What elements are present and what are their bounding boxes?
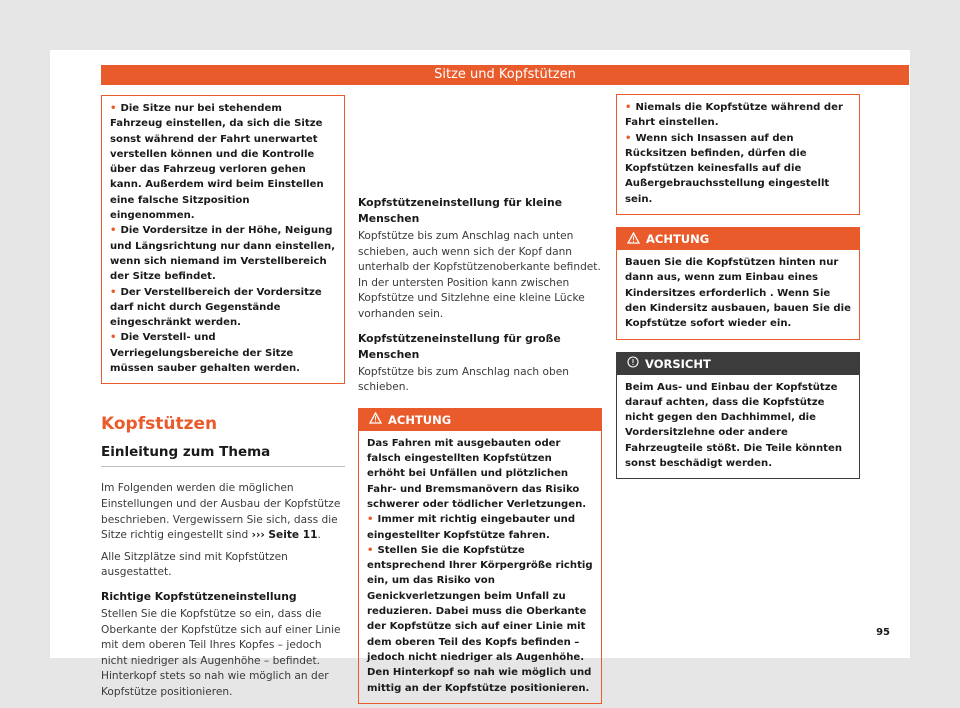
achtung-box-child-seat: [616, 227, 860, 339]
column-right: [616, 95, 860, 479]
vorsicht-text: Beim Aus- und Einbau der Kopfstütze darauf achten, dass die Kopfstütze nicht gegen den Dachhimmel, die Vordersitzlehne oder andere Fahrzeugteile stößt. Die Teile könnten sonst beschädigt werden.: [625, 381, 843, 470]
subheading-small-people: Kopfstützeneinstellung für kleine Menschen: [358, 196, 563, 225]
info-circle-icon: [627, 353, 639, 375]
small-people-text: Kopfstütze bis zum Anschlag nach unten schieben, auch wenn sich der Kopf dann unterhalb der Kopfstützenoberkante befindet. In der untersten Position kann zwischen Kopfstütze und Sitzlehne eine kleine Lücke vorhanden sein.: [358, 230, 601, 320]
achtung-bullet: • Immer mit richtig eingebauter und eingestellter Kopfstütze fahren.: [367, 512, 593, 543]
vorsicht-box: [616, 352, 860, 480]
warning-bullet: • Die Verstell- und Verriegelungsbereiche der Sitze müssen sauber gehalten werden.: [110, 330, 336, 376]
warning-intro: • Die Sitze nur bei stehendem Fahrzeug einstellen, da sich die Sitze sonst während der Fahrt unerwartet verstellen können und die Kontrolle über das Fahrzeug verloren gehen kann. Außerdem wird beim Einstellen eine falsche Sitzposition eingenommen.: [110, 101, 336, 223]
section-subtitle: Einleitung zum Thema: [101, 444, 345, 467]
warning-bullet: • Der Verstellbereich der Vordersitze darf nicht durch Gegenstände eingeschränkt werden.: [110, 285, 336, 331]
section-title: Kopfstützen: [101, 414, 218, 435]
subheading-correct-adjustment: Richtige Kopfstützeneinstellung: [101, 589, 297, 603]
achtung-child-seat-text: Bauen Sie die Kopfstützen hinten nur dann aus, wenn zum Einbau eines Kindersitzes erforderlich . Wenn Sie den Kindersitz ausbauen, bauen Sie die Kopfstütze sofort wieder ein.: [625, 257, 851, 330]
warning-triangle-icon: [627, 229, 640, 251]
vorsicht-header: VORSICHT: [617, 353, 859, 375]
subheading-tall-people: Kopfstützeneinstellung für große Menschen: [358, 331, 561, 361]
achtung-bullet: • Stellen Sie die Kopfstütze entsprechend Ihrer Körpergröße richtig ein, um das Risiko von Genickverletzungen beim Unfall zu reduzieren. Dabei muss die Oberkante der Kopfstütze sich auf einer Linie mit dem oberen Teil des Kopfs befinden – jedoch nicht niedriger als Augenhöhe. Den Hinterkopf so nah wie möglich und mittig an der Kopfstütze positionieren.: [367, 543, 593, 696]
achtung-bullet: • Niemals die Kopfstütze während der Fahrt einstellen.: [625, 100, 851, 131]
column-left: [101, 95, 345, 706]
achtung-box-headrest: [358, 408, 602, 704]
correct-adjustment-text: Stellen Sie die Kopfstütze so ein, dass die Oberkante der Kopfstütze sich auf einer Linie mit dem oberen Teil Ihres Kopfes – jedoch nicht niedriger als Augenhöhe – befindet. Hinterkopf stets so nah wie möglich an der Kopfstütze positionieren.: [101, 607, 341, 698]
page-link[interactable]: ››› Seite 11: [251, 529, 318, 542]
column-middle: [358, 95, 602, 704]
warning-triangle-icon: [369, 409, 382, 431]
page-number: 95: [876, 627, 890, 638]
seat-warning-box: [101, 95, 345, 384]
manual-page: [50, 50, 910, 698]
achtung-bullet: • Wenn sich Insassen auf den Rücksitzen befinden, dürfen die Kopfstützen keinesfalls auf die Außergebrauchsstellung eingestellt sein.: [625, 131, 851, 207]
intro-paragraph: Im Folgenden werden die möglichen Einstellungen und der Ausbau der Kopfstütze beschrieben. Vergewissern Sie sich, dass die Sitze richtig eingestellt sind ››› Seite 11.: [101, 482, 341, 542]
tall-people-text: Kopfstütze bis zum Anschlag nach oben schieben.: [358, 365, 569, 394]
achtung-header: ACHTUNG: [359, 409, 601, 431]
equipment-paragraph: Alle Sitzplätze sind mit Kopfstützen ausgestattet.: [101, 550, 288, 579]
warning-bullet: • Die Vordersitze in der Höhe, Neigung und Längsrichtung nur dann einstellen, wenn sich niemand im Verstellbereich der Sitze befindet.: [110, 223, 336, 284]
achtung-header: ACHTUNG: [617, 228, 859, 250]
achtung-intro: Das Fahren mit ausgebauten oder falsch eingestellten Kopfstützen erhöht bei Unfällen und plötzlichen Fahr- und Bremsmanövern das Risiko schwerer oder tödlicher Verletzungen.: [367, 437, 587, 510]
achtung-box-continued: [616, 94, 860, 215]
chapter-header: Sitze und Kopfstützen: [101, 65, 909, 85]
